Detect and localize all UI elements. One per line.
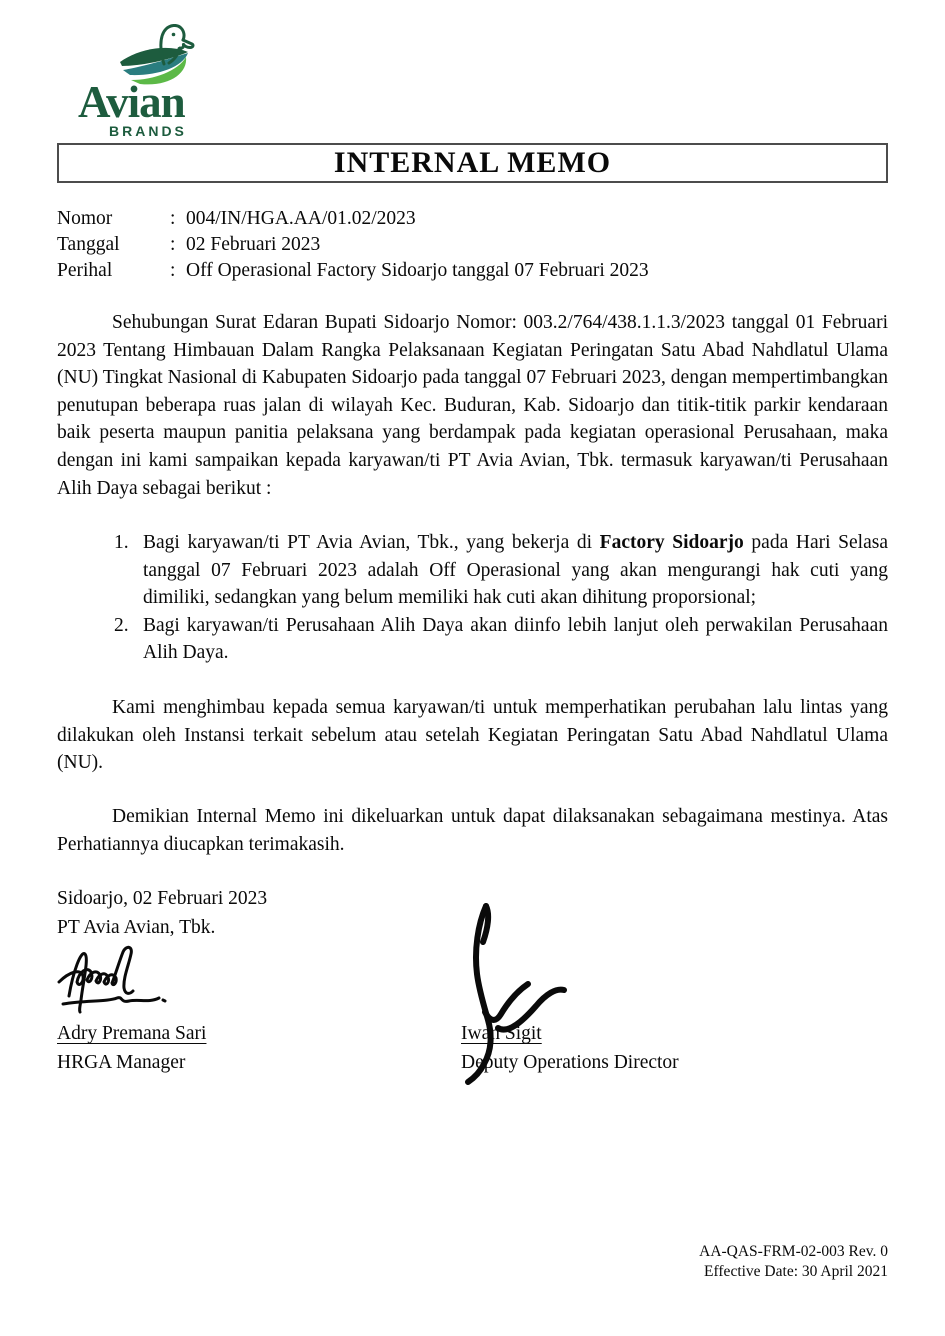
meta-label-tanggal: Tanggal [57,234,120,255]
signatory-right [461,1019,679,1077]
meta-value-nomor: 004/IN/HGA.AA/01.02/2023 [186,208,416,229]
signoff-company: PT Avia Avian, Tbk. [57,917,216,938]
list-item [57,612,888,667]
list-item-text: pada Hari Selasa tanggal 07 Februari 2023 adalah Off Operasional yang akan mengurangi hak cuti yang dimiliki, sedangkan yang belum memiliki hak cuti akan dihitung proporsional; [143,532,888,609]
logo-brand-text: Avian [78,77,185,127]
list-item [57,529,888,612]
meta-label-perihal: Perihal [57,260,113,281]
body-paragraph-2: Kami menghimbau kepada semua karyawan/ti untuk memperhatikan perubahan lalu lintas yang dilakukan oleh Instansi terkait sebelum atau setelah Kegiatan Peringatan Satu Abad Nahdlatul Ulama (NU). [57,697,888,774]
list-item-text: Bagi karyawan/ti PT Avia Avian, Tbk., yang bekerja di [143,532,600,553]
list-item-text: Bagi karyawan/ti Perusahaan Alih Daya akan diinfo lebih lanjut oleh perwakilan Perusahaan Alih Daya. [143,614,888,664]
list-item-bold-text: Factory Sidoarjo [599,532,744,553]
signoff-place-date: Sidoarjo, 02 Februari 2023 [57,888,268,909]
meta-row-nomor [57,206,888,232]
meta-row-perihal [57,258,888,284]
signatory-right-name: Iwan Sigit [461,1023,542,1044]
meta-row-tanggal [57,232,888,258]
memo-content [57,0,888,1336]
meta-colon: : [170,208,176,229]
form-control-footer [699,1242,888,1282]
meta-value-perihal: Off Operasional Factory Sidoarjo tanggal 07 Februari 2023 [186,260,649,281]
meta-colon: : [170,234,176,255]
logo-sub-text: BRANDS [109,123,187,139]
list-item-number: 1. [114,532,129,553]
footer-effective-date: Effective Date: 30 April 2021 [704,1263,888,1280]
body-paragraph-3: Demikian Internal Memo ini dikeluarkan untuk dapat dilaksanakan sebagaimana mestinya. Atas Perhatiannya diucapkan terimakasih. [57,806,888,855]
body-paragraph-1: Sehubungan Surat Edaran Bupati Sidoarjo Nomor: 003.2/764/438.1.1.3/2023 tanggal 01 Februari 2023 Tentang Himbauan Dalam Rangka Pelaksanaan Kegiatan Peringatan Satu Abad Nahdlatul Ulama (NU) Tingkat Nasional di Kabupaten Sidoarjo pada tanggal 07 Februari 2023, dengan mempertimbangkan penutupan beberapa ruas jalan di wilayah Kec. Buduran, Kab. Sidoarjo dan titik-titik parkir kendaraan baik peserta maupun panitia pelaksana yang berdampak pada kegiatan operasional Perusahaan, maka dengan ini kami sampaikan kepada karyawan/ti PT Avia Avian, Tbk. termasuk karyawan/ti Perusahaan Alih Daya sebagai berikut : [57,312,888,499]
signatory-right-title: Deputy Operations Director [461,1052,679,1073]
signatory-left-name: Adry Premana Sari [57,1023,207,1044]
memo-title: INTERNAL MEMO [333,146,612,179]
signoff-place-company [57,884,267,942]
footer-doc-code: AA-QAS-FRM-02-003 Rev. 0 [699,1243,888,1260]
meta-label-nomor: Nomor [57,208,113,229]
signature-adry-premana-sari [55,938,235,1022]
memo-list [57,529,888,667]
memo-title-box [57,143,888,183]
signatory-left [57,1019,206,1077]
meta-value-tanggal: 02 Februari 2023 [186,234,321,255]
list-item-number: 2. [114,614,129,636]
meta-fields [57,206,888,284]
avian-brands-logo [78,24,218,138]
signatory-left-title: HRGA Manager [57,1052,186,1073]
meta-colon: : [170,260,176,281]
